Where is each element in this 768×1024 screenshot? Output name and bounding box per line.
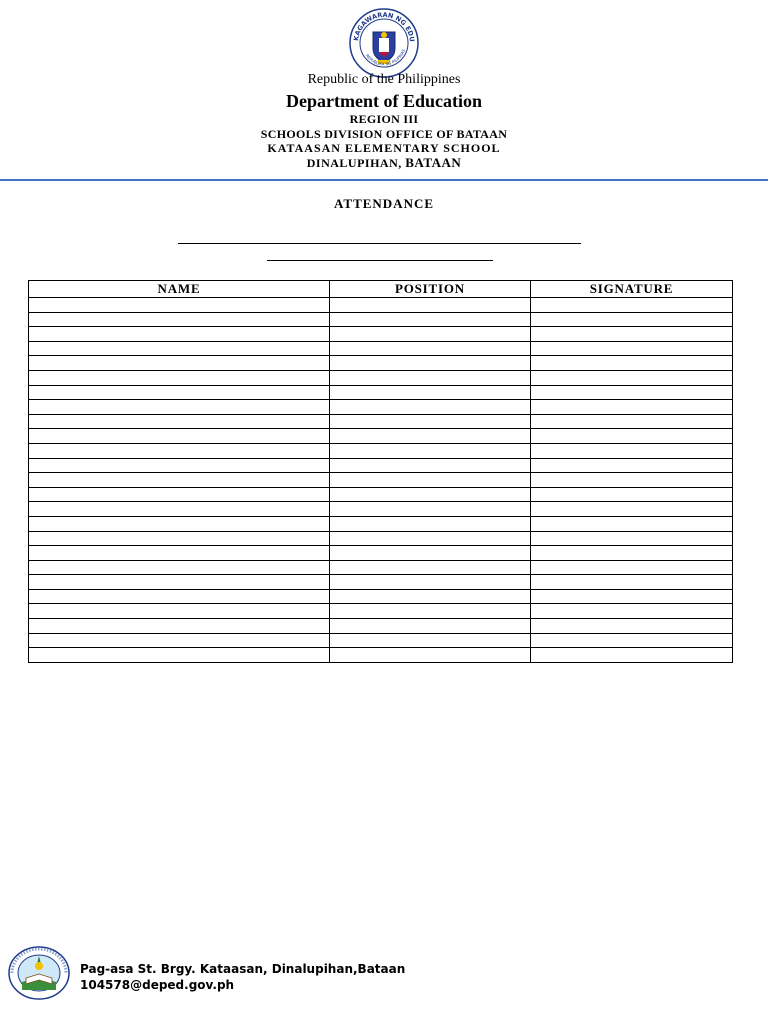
region-heading: REGION III: [349, 112, 419, 126]
cell-position[interactable]: [330, 341, 531, 356]
cell-position[interactable]: [330, 589, 531, 604]
cell-position[interactable]: [330, 312, 531, 327]
table-row: [29, 604, 733, 619]
table-row: [29, 575, 733, 590]
cell-name[interactable]: [29, 429, 330, 444]
cell-name[interactable]: [29, 604, 330, 619]
table-row: [29, 473, 733, 488]
cell-name[interactable]: [29, 560, 330, 575]
cell-signature[interactable]: [531, 356, 733, 371]
cell-position[interactable]: [330, 414, 531, 429]
cell-signature[interactable]: [531, 560, 733, 575]
table-row: [29, 487, 733, 502]
cell-signature[interactable]: [531, 400, 733, 415]
table-row: [29, 443, 733, 458]
cell-position[interactable]: [330, 531, 531, 546]
footer-email[interactable]: 104578@deped.gov.ph: [80, 978, 235, 992]
cell-position[interactable]: [330, 443, 531, 458]
cell-name[interactable]: [29, 487, 330, 502]
cell-signature[interactable]: [531, 341, 733, 356]
cell-position[interactable]: [330, 298, 531, 313]
cell-position[interactable]: [330, 487, 531, 502]
cell-position[interactable]: [330, 560, 531, 575]
table-row: [29, 385, 733, 400]
cell-signature[interactable]: [531, 516, 733, 531]
address-town: DINALUPIHAN,: [306, 156, 402, 170]
table-row: [29, 341, 733, 356]
cell-name[interactable]: [29, 414, 330, 429]
blank-line-date: [267, 260, 493, 261]
footer-address: Pag-asa St. Brgy. Kataasan, Dinalupihan,Bataan: [80, 962, 406, 976]
cell-position[interactable]: [330, 648, 531, 663]
school-heading: KATAASAN ELEMENTARY SCHOOL: [267, 141, 501, 155]
table-row: [29, 516, 733, 531]
attendance-rows: [29, 298, 733, 663]
cell-signature[interactable]: [531, 429, 733, 444]
document-title: ATTENDANCE: [333, 196, 435, 211]
address-province: BATAAN: [405, 155, 462, 170]
cell-signature[interactable]: [531, 531, 733, 546]
school-logo: [8, 946, 70, 1000]
cell-signature[interactable]: [531, 312, 733, 327]
cell-position[interactable]: [330, 356, 531, 371]
table-row: [29, 298, 733, 313]
cell-name[interactable]: [29, 356, 330, 371]
cell-position[interactable]: [330, 385, 531, 400]
cell-signature[interactable]: [531, 502, 733, 517]
cell-signature[interactable]: [531, 546, 733, 561]
cell-signature[interactable]: [531, 385, 733, 400]
column-header-position: POSITION: [330, 281, 531, 298]
cell-position[interactable]: [330, 575, 531, 590]
cell-signature[interactable]: [531, 414, 733, 429]
cell-name[interactable]: [29, 633, 330, 648]
cell-signature[interactable]: [531, 473, 733, 488]
cell-signature[interactable]: [531, 327, 733, 342]
table-row: [29, 356, 733, 371]
table-row: [29, 502, 733, 517]
republic-heading: Republic of the Philippines: [307, 72, 461, 87]
table-row: [29, 458, 733, 473]
cell-position[interactable]: [330, 633, 531, 648]
cell-position[interactable]: [330, 400, 531, 415]
cell-position[interactable]: [330, 546, 531, 561]
table-row: [29, 648, 733, 663]
cell-signature[interactable]: [531, 619, 733, 634]
cell-signature[interactable]: [531, 575, 733, 590]
table-row: [29, 400, 733, 415]
cell-name[interactable]: [29, 298, 330, 313]
cell-name[interactable]: [29, 619, 330, 634]
cell-name[interactable]: [29, 502, 330, 517]
column-header-signature: SIGNATURE: [531, 281, 733, 298]
table-row: [29, 370, 733, 385]
cell-position[interactable]: [330, 604, 531, 619]
table-row: [29, 546, 733, 561]
school-seal-icon: [8, 946, 70, 1000]
cell-name[interactable]: [29, 327, 330, 342]
table-row: [29, 327, 733, 342]
cell-name[interactable]: [29, 648, 330, 663]
cell-name[interactable]: [29, 516, 330, 531]
table-row: [29, 560, 733, 575]
cell-position[interactable]: [330, 429, 531, 444]
blank-line-event: [178, 243, 581, 244]
cell-position[interactable]: [330, 516, 531, 531]
cell-signature[interactable]: [531, 487, 733, 502]
table-row: [29, 633, 733, 648]
cell-signature[interactable]: [531, 604, 733, 619]
cell-name[interactable]: [29, 531, 330, 546]
cell-name[interactable]: [29, 370, 330, 385]
cell-name[interactable]: [29, 312, 330, 327]
cell-signature[interactable]: [531, 298, 733, 313]
cell-name[interactable]: [29, 400, 330, 415]
table-row: [29, 414, 733, 429]
cell-signature[interactable]: [531, 458, 733, 473]
deped-seal-icon: [349, 8, 419, 78]
cell-position[interactable]: [330, 473, 531, 488]
cell-name[interactable]: [29, 443, 330, 458]
cell-name[interactable]: [29, 546, 330, 561]
table-row: [29, 429, 733, 444]
cell-signature[interactable]: [531, 589, 733, 604]
footer-contact: [80, 961, 405, 993]
cell-signature[interactable]: [531, 633, 733, 648]
division-heading: SCHOOLS DIVISION OFFICE OF BATAAN: [260, 127, 508, 141]
svg-text:REPUBLIKA NG PILIPINAS: REPUBLIKA NG PILIPINAS: [364, 48, 407, 67]
svg-text:KAGAWARAN NG EDUKASYON: KAGAWARAN NG EDU: [352, 10, 417, 43]
table-row: [29, 619, 733, 634]
cell-signature[interactable]: [531, 443, 733, 458]
cell-signature[interactable]: [531, 370, 733, 385]
cell-position[interactable]: [330, 502, 531, 517]
cell-name[interactable]: [29, 473, 330, 488]
cell-position[interactable]: [330, 619, 531, 634]
table-row: [29, 589, 733, 604]
cell-name[interactable]: [29, 458, 330, 473]
cell-name[interactable]: [29, 385, 330, 400]
column-header-name: NAME: [29, 281, 330, 298]
department-heading: Department of Education: [286, 91, 482, 111]
table-row: [29, 312, 733, 327]
cell-position[interactable]: [330, 458, 531, 473]
cell-position[interactable]: [330, 370, 531, 385]
header-divider: [0, 179, 768, 181]
deped-seal-logo: [349, 8, 419, 78]
address-heading: [0, 155, 768, 171]
table-header-row: [29, 281, 733, 298]
cell-position[interactable]: [330, 327, 531, 342]
cell-name[interactable]: [29, 589, 330, 604]
table-row: [29, 531, 733, 546]
cell-signature[interactable]: [531, 648, 733, 663]
attendance-table: [28, 280, 733, 663]
cell-name[interactable]: [29, 575, 330, 590]
cell-name[interactable]: [29, 341, 330, 356]
